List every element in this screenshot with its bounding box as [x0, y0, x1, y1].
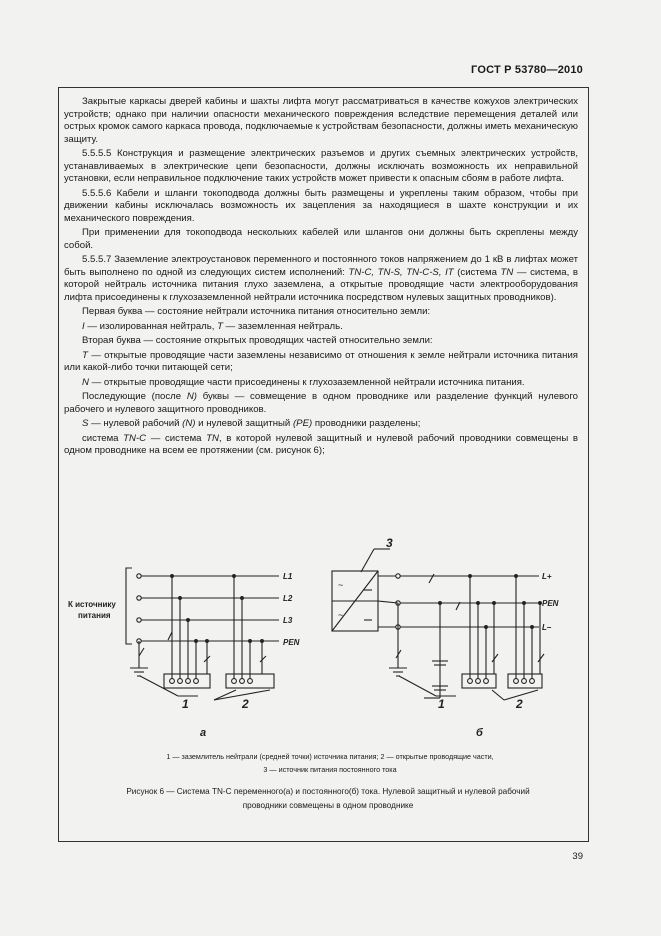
marker-label: 1	[182, 697, 189, 711]
subfigure-label: а	[200, 727, 207, 738]
caption-line: проводники совмещены в одном проводнике	[242, 801, 414, 810]
svg-text:~: ~	[338, 580, 344, 590]
line-label: PEN	[283, 638, 300, 647]
subfigure-label: б	[476, 727, 483, 738]
source-label: питания	[78, 611, 111, 620]
marker-label: 2	[242, 697, 249, 711]
line-label: L+	[542, 572, 552, 581]
paragraph: 5.5.5.6 Кабели и шланги токоподвода должны быть размещены и укреплены таким образом, чтобы при движении кабины исключалась возможность их зацепления за находящиеся в шахте конструкции и их механического повреждения.	[64, 187, 578, 224]
source-bracket	[126, 568, 132, 644]
legend-line: 3 — источник питания постоянного тока	[263, 765, 397, 774]
line-label: L–	[542, 623, 552, 632]
paragraph: I — изолированная нейтраль, T — заземленная нейтраль.	[82, 320, 343, 332]
paragraph: N — открытые проводящие части присоединены к глухозаземленной нейтрали источника питания.	[82, 376, 525, 388]
paragraph: Последующие (после N) буквы — совмещение в одном проводнике или разделение функций нулевого рабочего и нулевого защитного проводников.	[64, 391, 578, 415]
line-label: L2	[283, 594, 293, 603]
line-label: L1	[283, 572, 293, 581]
source-label: К источнику	[68, 600, 116, 609]
marker-label: 1	[438, 697, 445, 711]
paragraph: T — открытые проводящие части заземлены независимо от отношения к земле нейтрали источника питания или какой-либо точки питающей сети;	[64, 349, 578, 373]
line-label: L3	[283, 616, 293, 625]
figure-caption	[78, 785, 578, 813]
paragraph: 5.5.5.7 Заземление электроустановок переменного и постоянного токов напряжением до 1 кВ в лифтах может быть выполнено по одной из следующих систем исполнений: TN-C, TN-S, TN-C-S, IT (система TN — система, в которой нейтраль источника питания глухо заземлена, а открытые проводящие части электрооборудования лифта присоединены к глухозаземленной нейтрали источника посредством нулевых защитных проводников).	[64, 254, 578, 303]
paragraph: Вторая буква — состояние открытых проводящих частей относительно земли:	[82, 335, 433, 346]
figure-legend	[90, 750, 570, 776]
paragraph: система TN-C — система TN, в которой нулевой защитный и нулевой рабочий проводники совмещены в одном проводнике на всем ее протяжении (см. рисунок 6);	[64, 432, 578, 456]
document-header: ГОСТ Р 53780—2010	[471, 64, 583, 76]
page-number: 39	[572, 851, 583, 862]
marker-label: 3	[386, 536, 393, 550]
paragraph: S — нулевой рабочий (N) и нулевой защитный (PE) проводники разделены;	[82, 418, 421, 429]
caption-line: Рисунок 6 — Система TN-C переменного(а) и постоянного(б) тока. Нулевой защитный и нулевой рабочий	[126, 787, 530, 796]
paragraph: Первая буква — состояние нейтрали источника питания относительно земли:	[82, 306, 431, 317]
paragraph: Закрытые каркасы дверей кабины и шахты лифта могут рассматриваться в качестве кожухов электрических устройств; однако при наличии опасности механического повреждения вследствие перемещения деталей или острых кромок самого каркаса провода, подключаемые к устройствам безопасности, должны иметь механическую защиту.	[64, 96, 578, 145]
line-label: PEN	[542, 599, 559, 608]
marker-label: 2	[516, 697, 523, 711]
legend-line: 1 — заземлитель нейтрали (средней точки) источника питания; 2 — открытые проводящие части,	[166, 752, 494, 761]
paragraph: 5.5.5.5 Конструкция и размещение электрических разъемов и других съемных электрических устройств, устанавливаемых в электрические цепи безопасности, должны исключать возможность их неправильной установки, если неправильное подключение таких устройств может привести к опасным сбоям в работе лифта.	[64, 148, 578, 184]
svg-text:~: ~	[338, 610, 344, 620]
figure-tn-c-diagram	[64, 528, 584, 738]
body-text	[64, 96, 578, 460]
paragraph: При применении для токоподвода нескольких кабелей или шлангов они должны быть скреплены между собой.	[64, 227, 578, 251]
